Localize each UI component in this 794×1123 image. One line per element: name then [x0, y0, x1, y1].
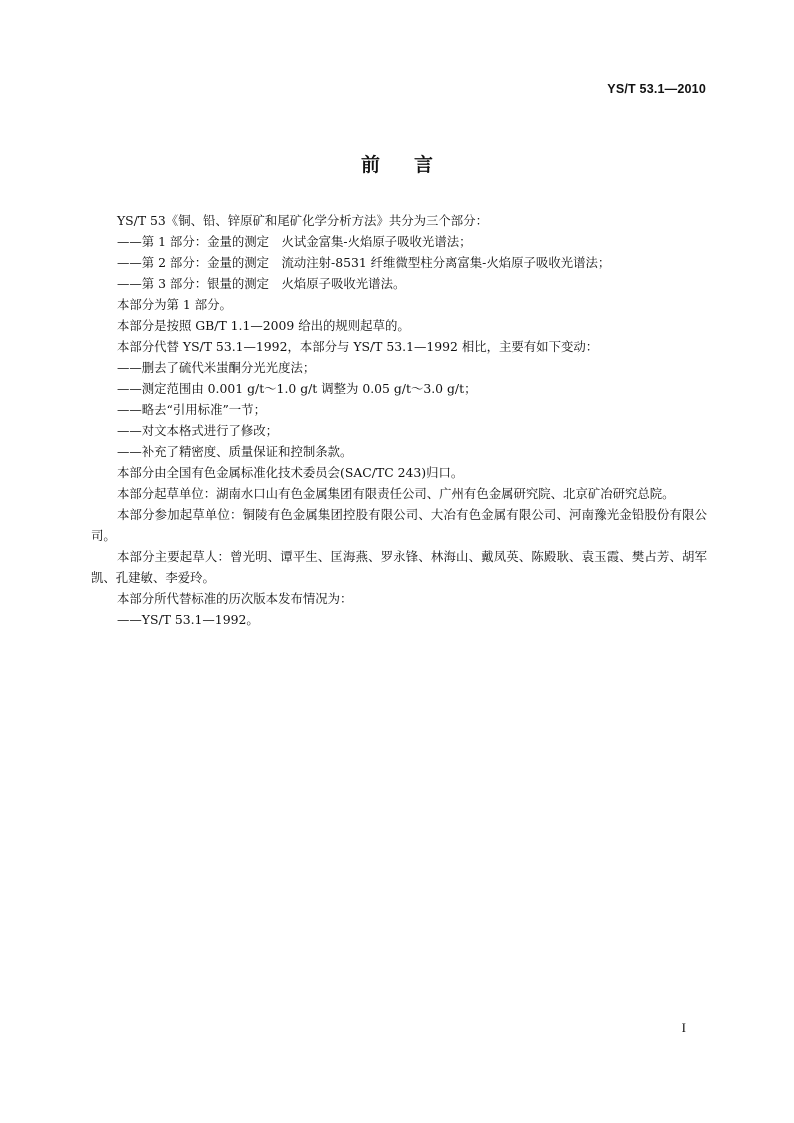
list-item-part-2: ——第 2 部分：金量的测定 流动注射-8531 纤维微型柱分离富集-火焰原子吸收光谱法；: [117, 255, 611, 270]
list-item-part-3: ——第 3 部分：银量的测定 火焰原子吸收光谱法。: [117, 276, 406, 291]
paragraph-history-intro: 本部分所代替标准的历次版本发布情况为：: [117, 591, 353, 606]
foreword-body: [91, 210, 707, 630]
paragraph-replaces: 本部分代替 YS/T 53.1—1992，本部分与 YS/T 53.1—1992 相比，主要有如下变动：: [117, 339, 599, 354]
page-title: 前言: [360, 154, 467, 176]
list-item-history-1: ——YS/T 53.1—1992。: [117, 612, 259, 627]
list-item-change-3: ——略去“引用标准”一节；: [117, 402, 266, 417]
list-item-change-4: ——对文本格式进行了修改；: [117, 423, 279, 438]
list-item-change-2: ——测定范围由 0.001 g/t～1.0 g/t 调整为 0.05 g/t～3.0 g/t；: [117, 381, 477, 396]
paragraph-committee: 本部分由全国有色金属标准化技术委员会(SAC/TC 243)归口。: [117, 465, 464, 480]
paragraph-participating-units: 本部分参加起草单位：铜陵有色金属集团控股有限公司、大冶有色金属有限公司、河南豫光金铅股份有限公司。: [91, 507, 707, 543]
paragraph-drafters: 本部分主要起草人：曾光明、谭平生、匡海燕、罗永锋、林海山、戴凤英、陈殿耿、袁玉霞、樊占芳、胡军凯、孔建敏、李爱玲。: [91, 549, 707, 585]
list-item-change-1: ——删去了硫代米蚩酮分光光度法；: [117, 360, 316, 375]
page-number: I: [681, 1020, 686, 1035]
paragraph-drafting-rules: 本部分是按照 GB/T 1.1—2009 给出的规则起草的。: [117, 318, 410, 333]
paragraph-drafting-units: 本部分起草单位：湖南水口山有色金属集团有限责任公司、广州有色金属研究院、北京矿冶研究总院。: [117, 486, 675, 501]
list-item-change-5: ——补充了精密度、质量保证和控制条款。: [117, 444, 353, 459]
standard-code-header: YS/T 53.1—2010: [607, 82, 706, 96]
list-item-part-1: ——第 1 部分：金量的测定 火试金富集-火焰原子吸收光谱法；: [117, 234, 472, 249]
paragraph-this-part: 本部分为第 1 部分。: [117, 297, 232, 312]
paragraph-parts-intro: YS/T 53《铜、铅、锌原矿和尾矿化学分析方法》共分为三个部分：: [117, 213, 488, 228]
